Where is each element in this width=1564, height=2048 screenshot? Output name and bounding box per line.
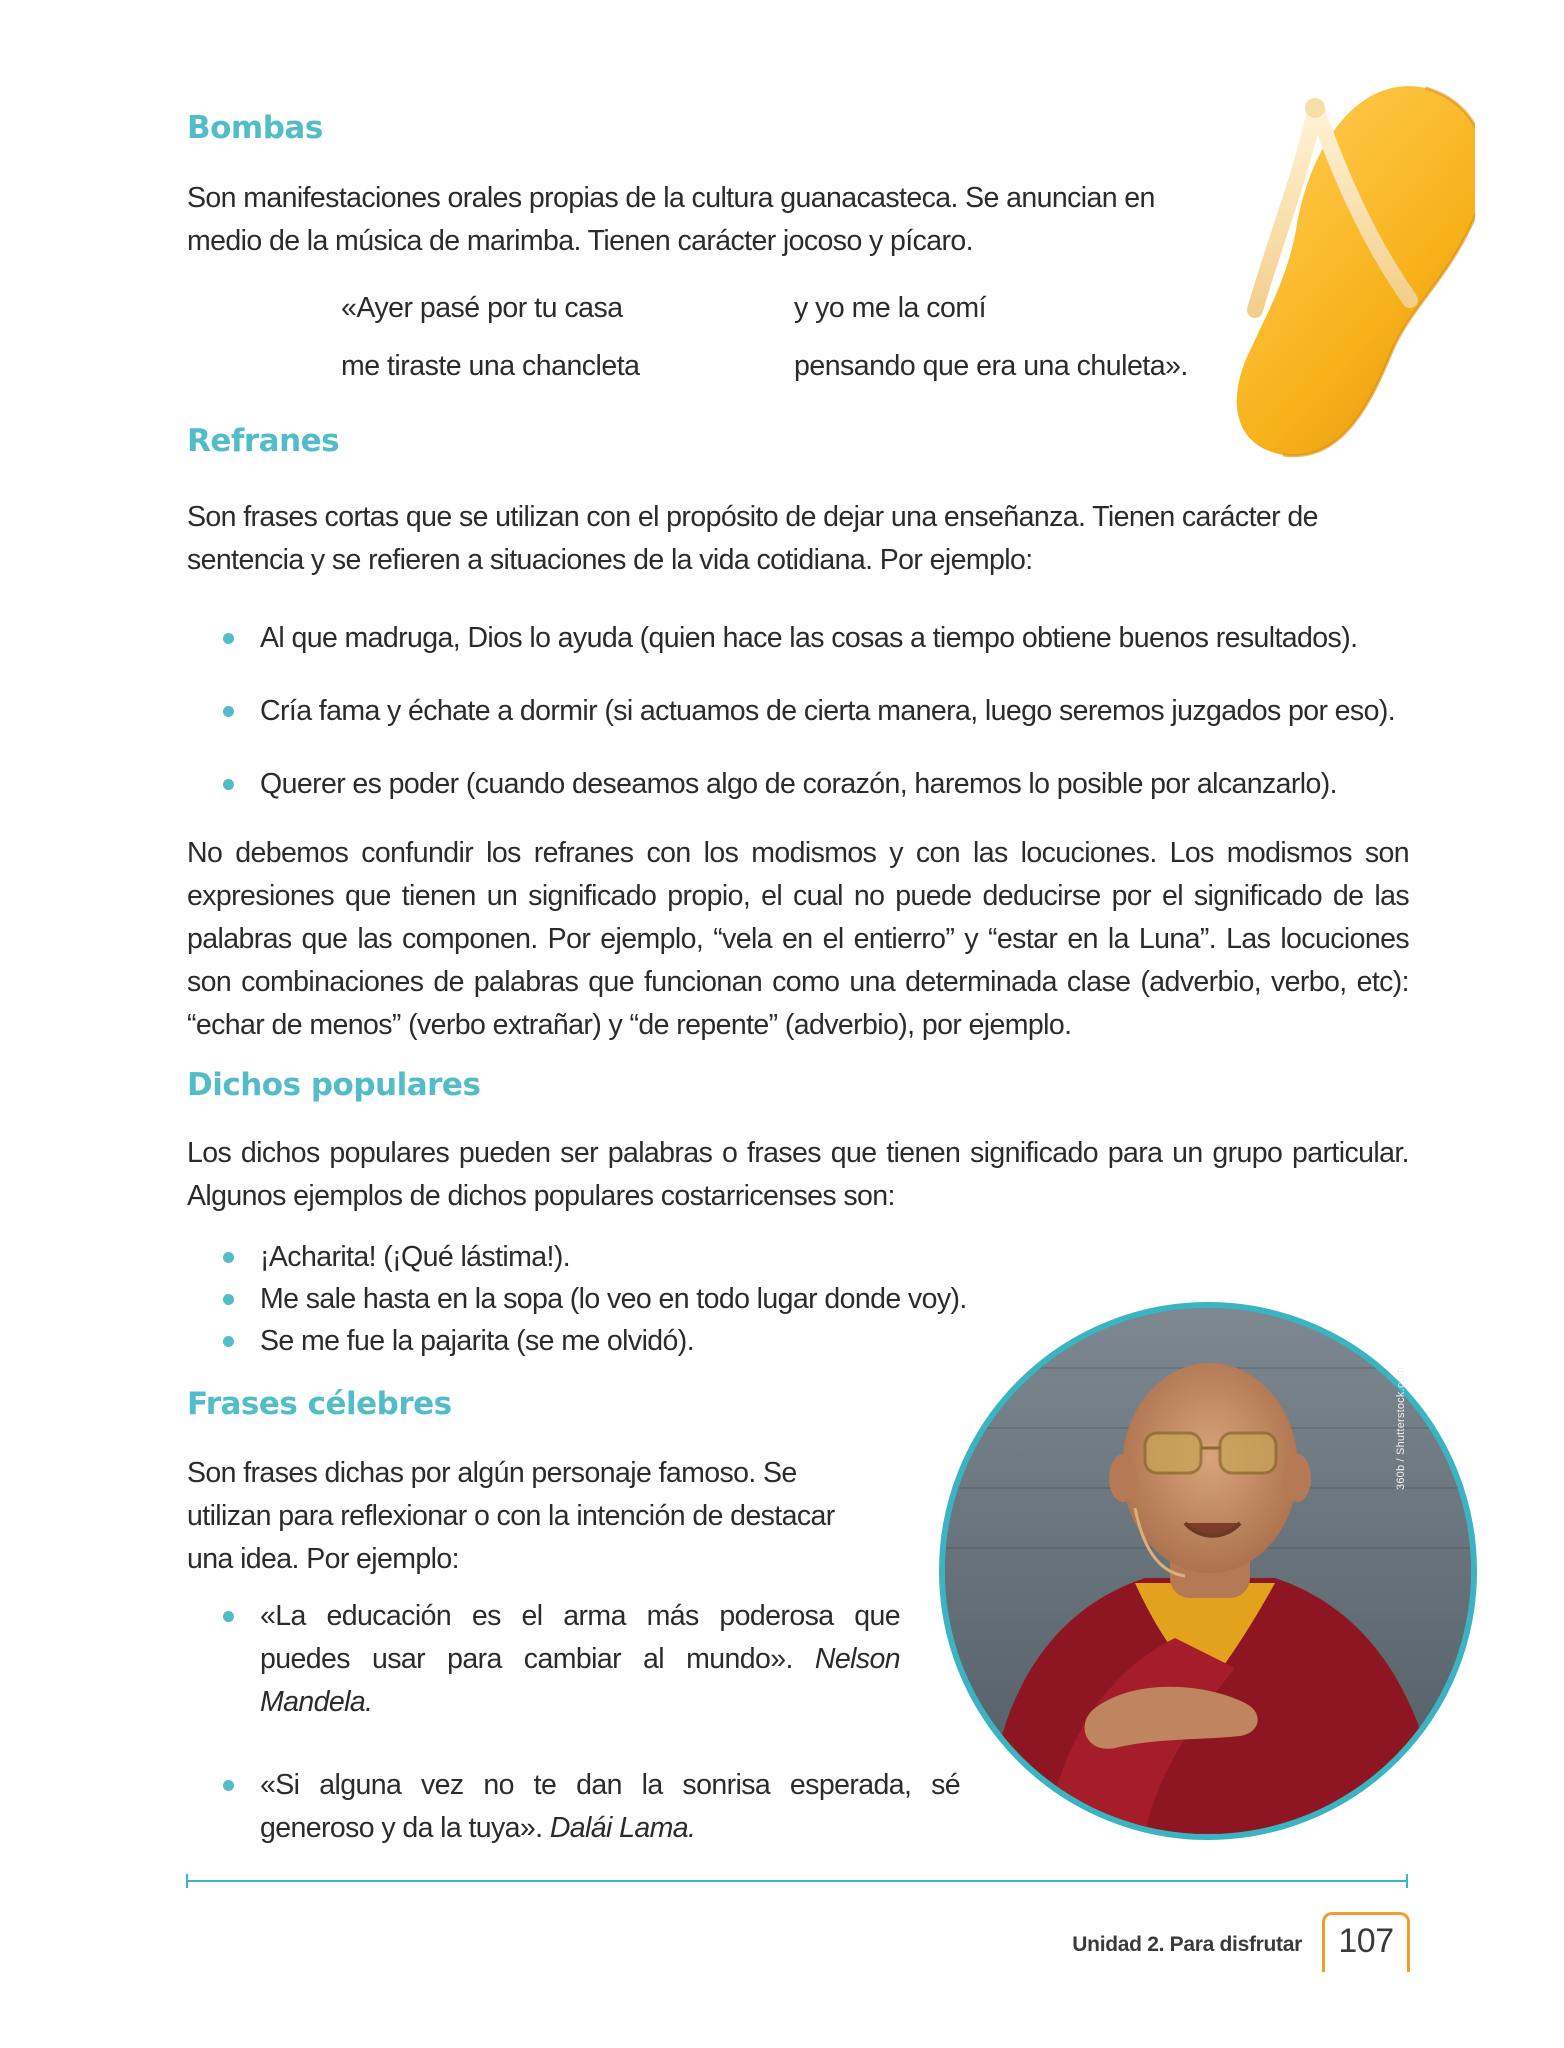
quote-author: Nelson Mandela.	[260, 1643, 900, 1718]
list-item	[223, 1764, 960, 1850]
heading-dichos-populares: Dichos populares	[187, 1067, 481, 1103]
refranes-note: No debemos confundir los refranes con los modismos y con las locuciones. Los modismos son expresiones que tienen un significado propio, el cual no puede deducirse por el significado de las palabras que las componen. Por ejemplo, “vela en el entierro” y “estar en la Luna”. Las locuciones son combinaciones de palabras que funcionan como una determinada clase (adverbio, verbo, etc): “echar de menos” (verbo extrañar) y “de repente” (adverbio), por ejemplo.	[187, 837, 1409, 1041]
list-item: Querer es poder (cuando deseamos algo de corazón, haremos lo posible por alcanzarlo).	[223, 763, 1413, 806]
verse-line1-left: «Ayer pasé por tu casa	[341, 292, 623, 324]
flipflop-illustration	[1215, 60, 1475, 480]
dichos-intro: Los dichos populares pueden ser palabras o frases que tienen significado para un grupo particular. Algunos ejemplos de dichos populares costarricenses son:	[187, 1137, 1409, 1212]
verse-line1-right: y yo me la comí	[794, 292, 987, 324]
verse-line2-left: me tiraste una chancleta	[341, 350, 640, 382]
portrait-illustration	[945, 1308, 1471, 1834]
quote-text: «Si alguna vez no te dan la sonrisa esperada, sé generoso y da la tuya».	[260, 1769, 960, 1844]
frases-list	[223, 1595, 923, 1724]
list-item	[223, 1595, 900, 1724]
dichos-list	[223, 1236, 983, 1362]
list-item: Me sale hasta en la sopa (lo veo en todo lugar donde voy).	[223, 1278, 983, 1320]
footer-unit-label: Unidad 2. Para disfrutar	[1072, 1933, 1302, 1956]
list-item: Al que madruga, Dios lo ayuda (quien hace las cosas a tiempo obtiene buenos resultados).	[223, 617, 1413, 660]
quote-author: Dalái Lama.	[549, 1812, 696, 1844]
page-number: 107	[1338, 1922, 1394, 1960]
bombas-text: Son manifestaciones orales propias de la cultura guanacasteca. Se anuncian en medio de la música de marimba. Tienen carácter jocoso y pícaro.	[187, 182, 1155, 257]
list-item: ¡Acharita! (¡Qué lástima!).	[223, 1236, 983, 1278]
refranes-list	[223, 617, 1413, 806]
heading-frases-celebres: Frases célebres	[187, 1386, 452, 1422]
verse-line2-right: pensando que era una chuleta».	[794, 350, 1188, 382]
heading-refranes: Refranes	[187, 423, 340, 459]
heading-bombas: Bombas	[187, 110, 323, 146]
quote-text: «La educación es el arma más poderosa que puedes usar para cambiar al mundo».	[260, 1600, 900, 1675]
frases-list-2	[223, 1764, 960, 1850]
footer-rule	[186, 1880, 1408, 1882]
frases-intro: Son frases dichas por algún personaje famoso. Se utilizan para reflexionar o con la intención de destacar una idea. Por ejemplo:	[187, 1457, 835, 1575]
image-credit: 360b / Shutterstock.com	[1395, 1366, 1407, 1490]
refranes-intro: Son frases cortas que se utilizan con el propósito de dejar una enseñanza. Tienen carácter de sentencia y se refieren a situaciones de la vida cotidiana. Por ejemplo:	[187, 501, 1318, 576]
list-item: Se me fue la pajarita (se me olvidó).	[223, 1320, 983, 1362]
list-item: Cría fama y échate a dormir (si actuamos de cierta manera, luego seremos juzgados por eso).	[223, 690, 1413, 733]
